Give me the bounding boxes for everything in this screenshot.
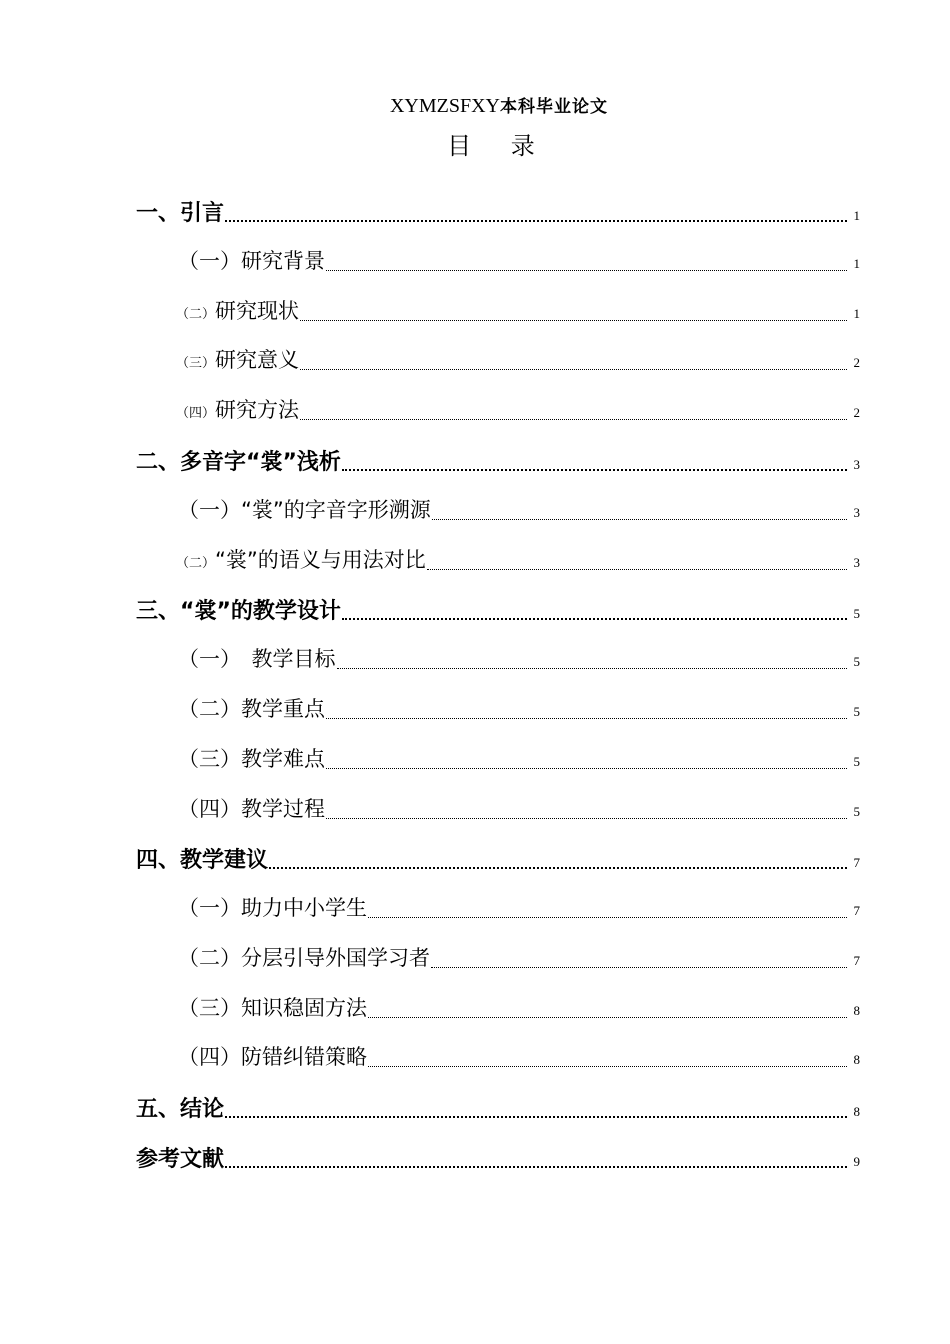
toc-entry-level1[interactable] bbox=[136, 1092, 860, 1126]
toc-leader bbox=[326, 268, 847, 271]
toc-entry-label: （二）教学重点 bbox=[178, 697, 325, 721]
toc-page-number: 9 bbox=[853, 1154, 860, 1169]
toc-entry-level2[interactable] bbox=[176, 544, 860, 578]
toc-entry-level2[interactable] bbox=[176, 295, 860, 329]
toc-page-number: 8 bbox=[853, 1052, 860, 1067]
toc-page-number: 8 bbox=[853, 1104, 860, 1119]
toc-entry-level2[interactable] bbox=[176, 394, 860, 428]
toc-leader bbox=[431, 965, 847, 968]
toc-entry-level2[interactable] bbox=[178, 693, 860, 727]
toc-page-number: 7 bbox=[853, 855, 860, 870]
toc-entry-level2[interactable] bbox=[178, 942, 860, 976]
toc-entry-label: （四）研究方法 bbox=[176, 398, 300, 422]
toc-page-number: 3 bbox=[853, 555, 860, 570]
toc-leader bbox=[337, 666, 848, 669]
toc-title: 目 录 bbox=[447, 132, 551, 160]
toc-entry-label: 四、教学建议 bbox=[136, 848, 269, 873]
toc-entry-label: （二）研究现状 bbox=[176, 299, 300, 323]
header-code: XYMZSFXY bbox=[389, 95, 501, 117]
toc-entry-label: （一）“裳”的字音字形溯源 bbox=[178, 498, 431, 522]
toc-entry-level2[interactable] bbox=[178, 245, 860, 279]
toc-page-number: 2 bbox=[853, 355, 860, 370]
toc-entry-level2[interactable] bbox=[178, 793, 860, 827]
toc-leader bbox=[326, 716, 847, 719]
toc-entry-label: （二）分层引导外国学习者 bbox=[178, 946, 430, 970]
toc-page-number: 7 bbox=[853, 953, 860, 968]
toc-page-number: 5 bbox=[853, 704, 860, 719]
toc-entry-level2[interactable] bbox=[178, 494, 860, 528]
toc-entry-level2[interactable] bbox=[178, 892, 860, 926]
toc-entry-level1[interactable] bbox=[136, 843, 860, 877]
toc-page-number: 3 bbox=[853, 457, 860, 472]
toc-entry-label: 三、“裳”的教学设计 bbox=[136, 599, 341, 624]
toc-leader bbox=[342, 467, 847, 471]
toc-leader bbox=[300, 417, 847, 420]
toc-entry-level2[interactable] bbox=[178, 743, 860, 777]
toc-entry-label: （三）知识稳固方法 bbox=[178, 996, 367, 1020]
toc-entry-references[interactable] bbox=[136, 1142, 860, 1176]
toc-page-number: 2 bbox=[853, 405, 860, 420]
toc-entry-level2[interactable] bbox=[176, 344, 860, 378]
toc-page-number: 8 bbox=[853, 1003, 860, 1018]
toc-leader bbox=[326, 816, 847, 819]
toc-page-number: 1 bbox=[853, 256, 860, 271]
toc-leader bbox=[300, 367, 847, 370]
toc-page-number: 7 bbox=[853, 903, 860, 918]
toc-leader bbox=[368, 1064, 847, 1067]
header-label: 本科毕业论文 bbox=[500, 97, 609, 117]
toc-leader bbox=[368, 1015, 847, 1018]
toc-leader bbox=[225, 1114, 847, 1118]
toc-leader bbox=[225, 218, 847, 222]
toc-leader bbox=[269, 865, 847, 869]
toc-entry-level2[interactable] bbox=[178, 643, 860, 677]
toc-page-number: 5 bbox=[853, 754, 860, 769]
toc-entry-level2[interactable] bbox=[178, 992, 860, 1026]
toc-page-number: 5 bbox=[853, 654, 860, 669]
toc-leader bbox=[427, 567, 847, 570]
toc-entry-level1[interactable] bbox=[136, 196, 860, 230]
toc-leader bbox=[368, 915, 847, 918]
toc-page-number: 5 bbox=[853, 606, 860, 621]
toc-entry-label: （三）教学难点 bbox=[178, 747, 325, 771]
toc-entry-level2[interactable] bbox=[178, 1041, 860, 1075]
toc-entry-label: 二、多音字“裳”浅析 bbox=[136, 450, 341, 475]
toc-leader bbox=[342, 616, 847, 620]
toc-leader bbox=[432, 517, 847, 520]
toc-page-number: 3 bbox=[853, 505, 860, 520]
toc-entry-label: 五、结论 bbox=[136, 1097, 225, 1122]
toc-leader bbox=[300, 318, 847, 321]
toc-leader bbox=[225, 1164, 847, 1168]
toc-entry-label: （一） 教学目标 bbox=[178, 647, 336, 671]
running-header bbox=[0, 92, 950, 121]
toc-page-number: 5 bbox=[853, 804, 860, 819]
toc-page-number: 1 bbox=[853, 208, 860, 223]
toc-entry-label: （三）研究意义 bbox=[176, 348, 300, 372]
toc-entry-label: 一、引言 bbox=[136, 201, 225, 226]
toc-entry-label: （一）研究背景 bbox=[178, 249, 325, 273]
toc-entry-label: （四）防错纠错策略 bbox=[178, 1045, 367, 1069]
toc-entry-level1[interactable] bbox=[136, 594, 860, 628]
toc-entry-level1[interactable] bbox=[136, 445, 860, 479]
toc-entry-label: 参考文献 bbox=[136, 1147, 225, 1172]
toc-entry-label: （四）教学过程 bbox=[178, 797, 325, 821]
toc-leader bbox=[326, 766, 847, 769]
toc-entry-label: （二）“裳”的语义与用法对比 bbox=[176, 548, 426, 572]
toc-entry-label: （一）助力中小学生 bbox=[178, 896, 367, 920]
toc-page-number: 1 bbox=[853, 306, 860, 321]
